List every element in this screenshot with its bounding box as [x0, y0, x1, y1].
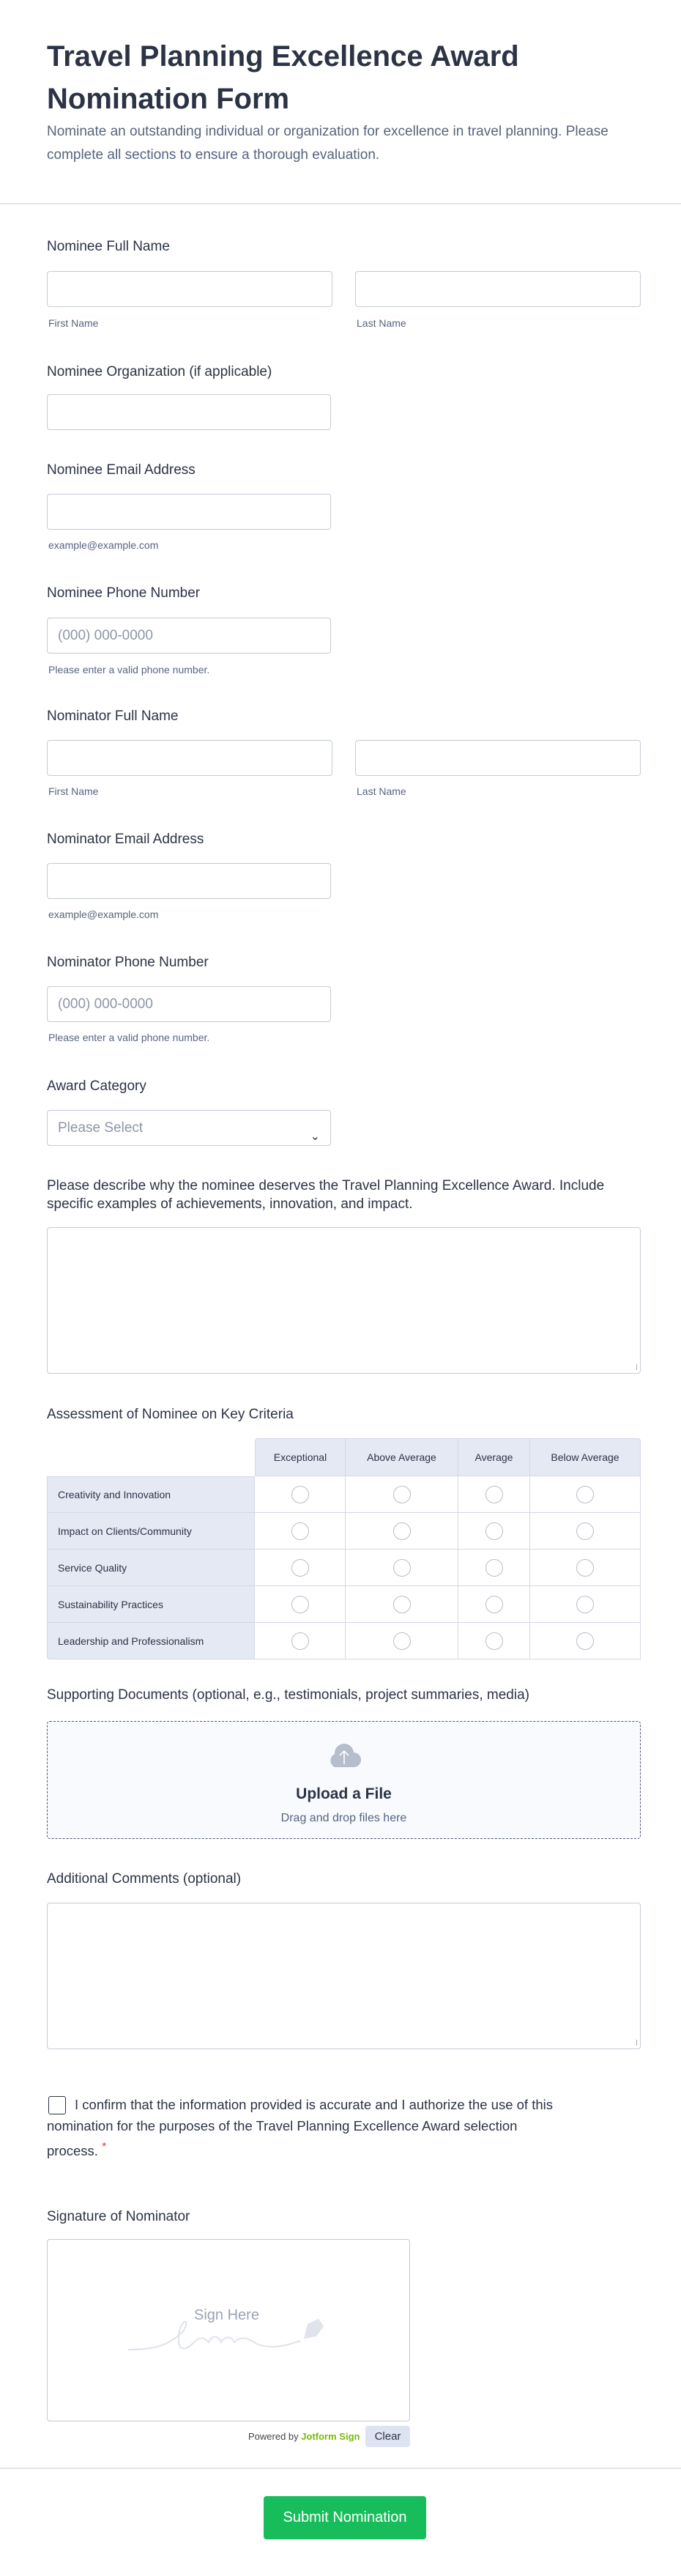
last-name-sublabel: Last Name [357, 317, 406, 329]
column-header: Below Average [530, 1438, 641, 1476]
rating-radio[interactable] [576, 1522, 594, 1540]
nominee-first-name-input[interactable] [47, 271, 332, 307]
rating-radio[interactable] [393, 1632, 411, 1650]
rating-radio[interactable] [576, 1632, 594, 1650]
rating-radio[interactable] [485, 1596, 503, 1613]
comments-label: Additional Comments (optional) [47, 1871, 242, 1887]
powered-by: Powered by Jotform Sign [248, 2431, 360, 2442]
nominee-name-label: Nominee Full Name [47, 239, 170, 254]
submit-button[interactable]: Submit Nomination [264, 2496, 426, 2539]
nominee-org-input[interactable] [47, 394, 331, 430]
nominee-phone-hint: Please enter a valid phone number. [48, 664, 210, 676]
description-label: Please describe why the nominee deserves the Travel Planning Excellence Award. Include specific examples of achievements, innovation, and impact. [47, 1178, 605, 1212]
nominator-phone-hint: Please enter a valid phone number. [48, 1032, 210, 1043]
upload-label: Supporting Documents (optional, e.g., testimonials, project summaries, media) [47, 1687, 529, 1703]
nominator-last-name-input[interactable] [355, 740, 641, 776]
nominee-phone-input[interactable]: (000) 000-0000 [47, 618, 331, 654]
signature-label: Signature of Nominator [47, 2209, 190, 2224]
rating-radio[interactable] [291, 1486, 309, 1503]
nominee-org-label: Nominee Organization (if applicable) [47, 364, 272, 380]
rating-radio[interactable] [291, 1559, 309, 1577]
nominee-email-label: Nominee Email Address [47, 462, 196, 478]
clear-signature-button[interactable]: Clear [365, 2426, 410, 2447]
rating-radio[interactable] [576, 1596, 594, 1613]
nominator-name-label: Nominator Full Name [47, 708, 179, 724]
upload-title: Upload a File [296, 1785, 392, 1802]
cloud-upload-icon [326, 1742, 362, 1769]
resize-handle-icon[interactable] [631, 1364, 637, 1370]
sign-here-placeholder: Sign Here [194, 2307, 259, 2323]
column-header: Above Average [346, 1438, 458, 1476]
nominator-email-hint: example@example.com [48, 908, 159, 920]
first-name-sublabel: First Name [48, 317, 99, 329]
nominee-email-hint: example@example.com [48, 539, 159, 551]
column-header: Average [458, 1438, 530, 1476]
comments-textarea[interactable] [47, 1903, 641, 2049]
nominator-phone-label: Nominator Phone Number [47, 955, 209, 970]
matrix-row [47, 1623, 641, 1659]
rating-radio[interactable] [576, 1559, 594, 1577]
matrix-row [47, 1586, 641, 1623]
last-name-sublabel: Last Name [357, 785, 406, 797]
rating-radio[interactable] [393, 1559, 411, 1577]
row-label: Impact on Clients/Community [47, 1513, 255, 1550]
row-label: Creativity and Innovation [47, 1476, 255, 1513]
rating-radio[interactable] [485, 1559, 503, 1577]
upload-hint: Drag and drop files here [280, 1812, 407, 1824]
rating-radio[interactable] [291, 1632, 309, 1650]
rating-radio[interactable] [393, 1596, 411, 1613]
chevron-down-icon: ⌄ [310, 1130, 320, 1143]
rating-radio[interactable] [485, 1486, 503, 1503]
first-name-sublabel: First Name [48, 785, 99, 797]
row-label: Service Quality [47, 1550, 255, 1586]
nominator-email-label: Nominator Email Address [47, 832, 204, 847]
jotform-sign-link[interactable]: Jotform Sign [301, 2431, 360, 2442]
rating-radio[interactable] [291, 1596, 309, 1613]
matrix-row [47, 1476, 641, 1513]
nominee-last-name-input[interactable] [355, 271, 641, 307]
rating-radio[interactable] [291, 1522, 309, 1540]
file-upload-dropzone[interactable] [47, 1721, 641, 1839]
nominee-phone-label: Nominee Phone Number [47, 585, 201, 601]
resize-handle-icon[interactable] [631, 2040, 637, 2046]
signature-pad[interactable] [47, 2239, 410, 2421]
row-label: Leadership and Professionalism [47, 1623, 255, 1659]
nominator-phone-input[interactable]: (000) 000-0000 [47, 986, 331, 1022]
row-label: Sustainability Practices [47, 1586, 255, 1623]
rating-radio[interactable] [393, 1486, 411, 1503]
description-textarea[interactable] [47, 1227, 641, 1374]
matrix-row [47, 1513, 641, 1550]
award-category-select[interactable] [47, 1110, 331, 1146]
column-header: Exceptional [255, 1438, 346, 1476]
nominator-email-input[interactable] [47, 863, 331, 899]
form-subtitle: Nominate an outstanding individual or organization for excellence in travel planning. Please complete all sections to ensure a thorough evaluation. [47, 124, 609, 163]
rating-radio[interactable] [485, 1632, 503, 1650]
assessment-label: Assessment of Nominee on Key Criteria [47, 1407, 294, 1422]
footer-divider [0, 2468, 681, 2469]
form-title: Travel Planning Excellence Award Nomination Form [47, 40, 519, 115]
header-divider [0, 203, 681, 204]
award-category-label: Award Category [47, 1078, 146, 1094]
nominee-email-input[interactable] [47, 494, 331, 530]
confirm-label: I confirm that the information provided is accurate and I authorize the use of this nomination for the purposes of the Travel Planning Excellence Award selection process. * [47, 2097, 553, 2159]
select-value: Please Select [58, 1120, 144, 1136]
rating-radio[interactable] [576, 1486, 594, 1503]
matrix-row [47, 1550, 641, 1586]
nominator-first-name-input[interactable] [47, 740, 332, 776]
assessment-matrix [47, 1438, 641, 1659]
required-asterisk: * [102, 2141, 107, 2153]
rating-radio[interactable] [485, 1522, 503, 1540]
rating-radio[interactable] [393, 1522, 411, 1540]
